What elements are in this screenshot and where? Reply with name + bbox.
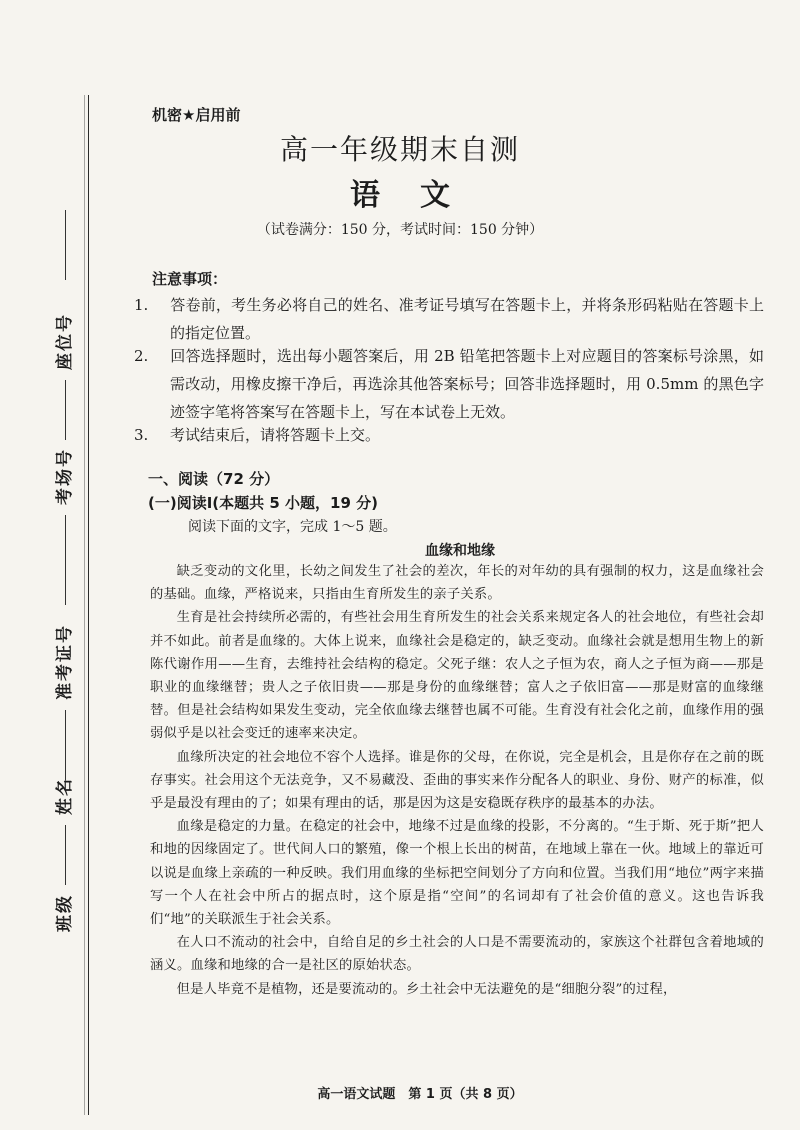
notice-item [134, 421, 764, 449]
passage-paragraph: 在人口不流动的社会中，自给自足的乡土社会的人口是不需要流动的，家族这个社群包含着地域的涵义。血缘和地缘的合一是社区的原始状态。 [150, 935, 764, 974]
exam-room-label: 考场号 [55, 448, 75, 505]
reading-instruction: 阅读下面的文字，完成 1～5 题。 [188, 519, 397, 535]
notice-item [134, 291, 764, 347]
passage-body [150, 560, 764, 1001]
notice-item-number: 1. [134, 296, 149, 314]
passage-paragraph: 但是人毕竟不是植物，还是要流动的。乡土社会中无法避免的是“细胞分裂”的过程， [176, 981, 677, 997]
ticket-number-label: 准考证号 [55, 624, 75, 700]
confidential-mark: 机密★启用前 [152, 106, 241, 124]
notice-item-number: 3. [134, 426, 149, 444]
seat-label: 座位号 [55, 313, 75, 370]
passage-title: 血缘和地缘 [425, 543, 495, 559]
subject-title: 语文 [350, 178, 490, 213]
notice-item [134, 342, 764, 426]
passage-paragraph: 缺乏变动的文化里，长幼之间发生了社会的差次，年长的对年幼的具有强制的权力，这是血缘社会的基础。血缘，严格说来，只指由生育所发生的亲子关系。 [150, 564, 764, 603]
passage-paragraph: 血缘是稳定的力量。在稳定的社会中，地缘不过是血缘的投影，不分离的。“生于斯、死于斯”把人和地的因缘固定了。世代间人口的繁殖，像一个根上长出的树苗，在地域上靠在一伙。地域上的靠近可以说是血缘上亲疏的一种反映。我们用血缘的坐标把空间划分了方向和位置。当我们用“地位”两字来描写一个人在社会中所占的据点时，这个原是指“空间”的名词却有了社会价值的意义。这也告诉我们“地”的关联派生于社会关系。 [150, 819, 764, 928]
subsection-heading: (一)阅读Ⅰ(本题共 5 小题，19 分) [148, 494, 378, 512]
passage-paragraph: 血缘所决定的社会地位不容个人选择。谁是你的父母，在你说，完全是机会，且是你存在之前的既存事实。社会用这个无法竞争，又不易藏没、歪曲的事实来作分配各人的职业、身份、财产的标准，似乎是最没有理由的了；如果有理由的话，那是因为这是安稳既存秩序的最基本的办法。 [150, 749, 764, 812]
name-label: 姓名 [55, 777, 75, 815]
exam-title: 高一年级期末自测 [279, 133, 520, 166]
notice-item-text: 答卷前，考生务必将自己的姓名、准考证号填写在答题卡上，并将条形码粘贴在答题卡上的指定位置。 [170, 296, 764, 342]
class-field-line [65, 825, 66, 885]
notice-item-text: 考试结束后，请将答题卡上交。 [170, 426, 381, 444]
class-label: 班级 [55, 894, 75, 932]
exam-room-field-line [65, 380, 66, 440]
notice-item-text: 回答选择题时，选出每小题答案后，用 2B 铅笔把答题卡上对应题目的答案标号涂黑，如需改动，用橡皮擦干净后，再选涂其他答案标号；回答非选择题时，用 0.5mm 的黑色字迹签字笔将答案写在答题卡上，写在本试卷上无效。 [170, 347, 764, 421]
exam-note: （试卷满分：150 分，考试时间：150 分钟） [256, 222, 544, 238]
binding-margin-line-inner [84, 95, 85, 1115]
notice-heading: 注意事项： [152, 270, 228, 288]
ticket-field-line [65, 515, 66, 605]
passage-paragraph: 生育是社会持续所必需的，有些社会用生育所发生的社会关系来规定各人的社会地位，有些社会却并不如此。前者是血缘的。大体上说来，血缘社会是稳定的，缺乏变动。血缘社会就是想用生物上的新陈代谢作用——生育，去维持社会结构的稳定。父死子继：农人之子恒为农，商人之子恒为商——那是职业的血缘继替；贵人之子依旧贵——那是身份的血缘继替；富人之子依旧富——那是财富的血缘继替。但是社会结构如果发生变动，完全依血缘去继替也属不可能。生育没有社会化之前，血缘作用的强弱似乎是以社会变迁的速率来决定。 [150, 610, 764, 742]
name-field-line [65, 710, 66, 780]
binding-margin-line [88, 95, 89, 1115]
notice-item-number: 2. [134, 347, 149, 365]
section-heading: 一、阅读（72 分） [148, 470, 280, 488]
page-footer: 高一语文试题 第 1 页（共 8 页） [317, 1087, 523, 1102]
